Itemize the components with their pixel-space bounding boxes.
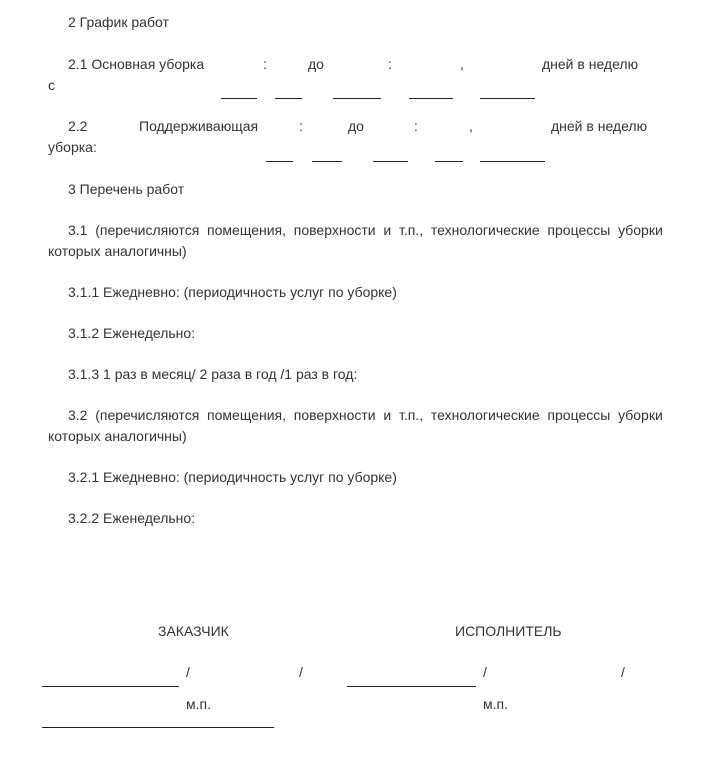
item-3-2-text: 3.2 (перечисляются помещения, поверхности и т.п., технологические процессы уборки — [68, 407, 663, 423]
customer-stamp-label: м.п. — [186, 696, 211, 712]
item-2-2-start-min-field[interactable] — [312, 161, 342, 162]
item-2-1-label: 2.1 Основная уборка — [68, 56, 205, 72]
customer-signature-field[interactable] — [42, 686, 179, 687]
item-3-2-text-cont: которых аналогичны) — [48, 428, 187, 444]
item-2-2-days-per-week: дней в неделю — [551, 118, 648, 134]
item-2-1-start-min-field[interactable] — [275, 98, 302, 99]
item-3-1-1: 3.1.1 Ежедневно: (периодичность услуг по уборке) — [68, 284, 397, 300]
item-3-2-1: 3.2.1 Ежедневно: (периодичность услуг по уборке) — [68, 469, 397, 485]
item-2-1-end-min-field[interactable] — [409, 98, 453, 99]
contractor-slash-2: / — [621, 664, 625, 680]
contractor-signature-field[interactable] — [347, 686, 476, 687]
section-3-heading: 3 Перечень работ — [68, 181, 185, 197]
item-2-1-to: до — [308, 56, 324, 72]
item-2-2-number: 2.2 — [68, 118, 88, 134]
item-2-2-label-cont: уборка: — [48, 139, 97, 155]
item-2-1-start-hour-field[interactable] — [221, 98, 257, 99]
contractor-slash-1: / — [483, 664, 487, 680]
item-2-1-comma: , — [460, 56, 464, 72]
item-2-2-colon: : — [299, 118, 303, 134]
item-3-2-2: 3.2.2 Еженедельно: — [68, 510, 196, 526]
item-2-2-comma: , — [469, 118, 473, 134]
item-2-2-label: Поддерживающая — [139, 118, 259, 134]
contractor-title: ИСПОЛНИТЕЛЬ — [455, 623, 562, 639]
customer-slash-1: / — [186, 664, 190, 680]
item-3-1-3: 3.1.3 1 раз в месяц/ 2 раза в год /1 раз в год: — [68, 366, 358, 382]
item-2-1-colon: : — [263, 56, 267, 72]
customer-stamp-field[interactable] — [42, 727, 274, 728]
item-2-2-end-hour-field[interactable] — [373, 161, 408, 162]
item-3-1-2: 3.1.2 Еженедельно: — [68, 325, 196, 341]
item-2-2-colon-mid: : — [414, 118, 418, 134]
item-2-1-days-per-week: дней в неделю — [542, 56, 639, 72]
customer-title: ЗАКАЗЧИК — [158, 623, 229, 639]
item-2-1-end-hour-field[interactable] — [333, 98, 381, 99]
item-2-1-label-cont: с — [48, 77, 55, 93]
item-2-1-days-field[interactable] — [480, 98, 535, 99]
contractor-stamp-label: м.п. — [483, 696, 508, 712]
section-2-heading: 2 График работ — [68, 14, 169, 30]
item-3-1-text: 3.1 (перечисляются помещения, поверхности и т.п., технологические процессы уборки — [68, 222, 663, 238]
item-2-1-colon-mid: : — [388, 56, 392, 72]
item-2-2-start-hour-field[interactable] — [266, 161, 293, 162]
item-2-2-end-min-field[interactable] — [435, 161, 463, 162]
item-3-1-text-cont: которых аналогичны) — [48, 243, 187, 259]
item-2-2-to: до — [348, 118, 364, 134]
customer-slash-2: / — [299, 664, 303, 680]
item-2-2-days-field[interactable] — [480, 161, 545, 162]
